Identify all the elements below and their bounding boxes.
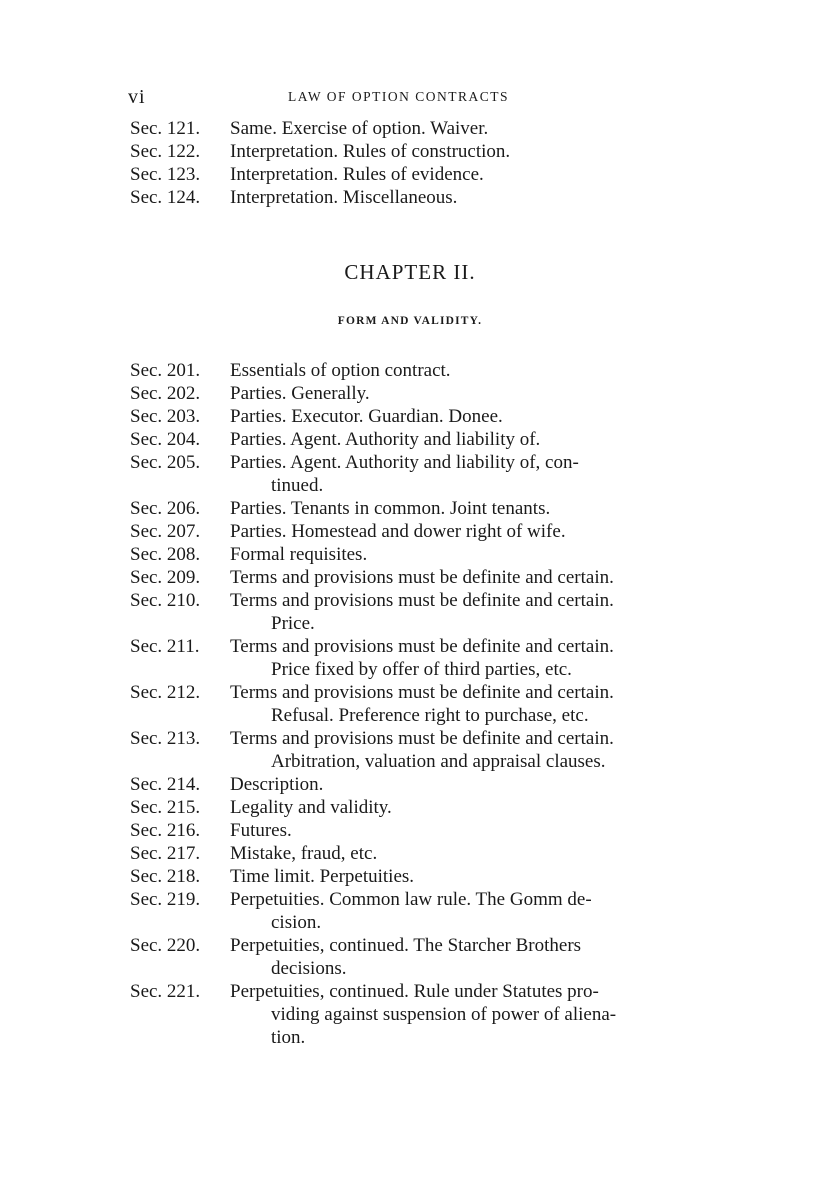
contents-entry bbox=[130, 163, 690, 186]
section-title bbox=[230, 163, 690, 186]
section-title-line: decisions. bbox=[271, 958, 347, 979]
section-title-line: Interpretation. Rules of construction. bbox=[230, 141, 511, 162]
contents-entry bbox=[130, 635, 690, 681]
section-title-line: Parties. Homestead and dower right of wife. bbox=[230, 521, 566, 542]
section-title bbox=[230, 980, 690, 1049]
section-title-line: Terms and provisions must be definite and certain. bbox=[230, 728, 614, 749]
section-number: Sec. 217. bbox=[130, 843, 201, 864]
section-title bbox=[230, 566, 690, 589]
contents-entry bbox=[130, 382, 690, 405]
contents-entry bbox=[130, 934, 690, 980]
section-title-line: Terms and provisions must be definite and certain. bbox=[230, 636, 614, 657]
section-number: Sec. 122. bbox=[130, 141, 201, 162]
section-title-line: Formal requisites. bbox=[230, 544, 368, 565]
section-title bbox=[230, 359, 690, 382]
section-number: Sec. 214. bbox=[130, 774, 201, 795]
section-title-line: cision. bbox=[271, 912, 322, 933]
section-title bbox=[230, 140, 690, 163]
section-title bbox=[230, 451, 690, 497]
section-title-line: tinued. bbox=[271, 475, 324, 496]
contents-entry bbox=[130, 980, 690, 1049]
contents-entry bbox=[130, 186, 690, 209]
section-title-line: Interpretation. Miscellaneous. bbox=[230, 187, 458, 208]
section-number: Sec. 203. bbox=[130, 406, 201, 427]
contents-entry bbox=[130, 566, 690, 589]
section-number: Sec. 202. bbox=[130, 383, 201, 404]
contents-entry bbox=[130, 497, 690, 520]
section-title-line: Terms and provisions must be definite and certain. bbox=[230, 682, 614, 703]
section-title bbox=[230, 681, 690, 727]
section-title-line: Price. bbox=[271, 613, 315, 634]
page-header bbox=[128, 86, 688, 110]
section-title bbox=[230, 635, 690, 681]
contents-entry bbox=[130, 727, 690, 773]
section-title bbox=[230, 382, 690, 405]
contents-entry bbox=[130, 681, 690, 727]
section-number: Sec. 204. bbox=[130, 429, 201, 450]
section-title bbox=[230, 520, 690, 543]
section-title bbox=[230, 842, 690, 865]
section-title bbox=[230, 934, 690, 980]
contents-entry bbox=[130, 359, 690, 382]
section-title-line: Arbitration, valuation and appraisal clauses. bbox=[271, 751, 606, 772]
section-title-line: Essentials of option contract. bbox=[230, 360, 451, 381]
contents-entry bbox=[130, 405, 690, 428]
section-title-line: viding against suspension of power of aliena- bbox=[271, 1004, 617, 1025]
section-title-line: Same. Exercise of option. Waiver. bbox=[230, 118, 489, 139]
contents-entry bbox=[130, 140, 690, 163]
section-title-line: Description. bbox=[230, 774, 324, 795]
section-number: Sec. 124. bbox=[130, 187, 201, 208]
section-number: Sec. 207. bbox=[130, 521, 201, 542]
section-title-line: Perpetuities, continued. Rule under Statutes pro- bbox=[230, 981, 599, 1002]
contents-entry bbox=[130, 842, 690, 865]
section-title-line: Perpetuities. Common law rule. The Gomm de- bbox=[230, 889, 592, 910]
section-number: Sec. 205. bbox=[130, 452, 201, 473]
chapter-subtitle: FORM AND VALIDITY. bbox=[337, 315, 483, 327]
contents-entry bbox=[130, 117, 690, 140]
section-title bbox=[230, 865, 690, 888]
section-title-line: Time limit. Perpetuities. bbox=[230, 866, 415, 887]
section-title bbox=[230, 796, 690, 819]
section-title-line: tion. bbox=[271, 1027, 306, 1048]
section-title-line: Perpetuities, continued. The Starcher Brothers bbox=[230, 935, 582, 956]
contents-list-chapter-1 bbox=[130, 117, 690, 209]
section-number: Sec. 216. bbox=[130, 820, 201, 841]
section-title-line: Mistake, fraud, etc. bbox=[230, 843, 378, 864]
section-title bbox=[230, 186, 690, 209]
section-title-line: Terms and provisions must be definite and certain. bbox=[230, 567, 614, 588]
chapter-heading: CHAPTER II. bbox=[344, 260, 476, 284]
section-title-line: Parties. Agent. Authority and liability of, con- bbox=[230, 452, 579, 473]
section-number: Sec. 210. bbox=[130, 590, 201, 611]
running-title: LAW OF OPTION CONTRACTS bbox=[288, 89, 510, 104]
section-number: Sec. 213. bbox=[130, 728, 201, 749]
contents-entry bbox=[130, 773, 690, 796]
section-number: Sec. 220. bbox=[130, 935, 201, 956]
contents-entry bbox=[130, 589, 690, 635]
section-title bbox=[230, 727, 690, 773]
section-title bbox=[230, 543, 690, 566]
section-title-line: Refusal. Preference right to purchase, etc. bbox=[271, 705, 589, 726]
section-title bbox=[230, 405, 690, 428]
section-title-line: Parties. Tenants in common. Joint tenants. bbox=[230, 498, 551, 519]
contents-entry bbox=[130, 865, 690, 888]
section-title bbox=[230, 428, 690, 451]
section-number: Sec. 123. bbox=[130, 164, 201, 185]
section-title bbox=[230, 497, 690, 520]
section-title-line: Price fixed by offer of third parties, etc. bbox=[271, 659, 572, 680]
section-title bbox=[230, 888, 690, 934]
section-number: Sec. 212. bbox=[130, 682, 201, 703]
contents-entry bbox=[130, 451, 690, 497]
section-number: Sec. 206. bbox=[130, 498, 201, 519]
section-number: Sec. 121. bbox=[130, 118, 201, 139]
section-title-line: Futures. bbox=[230, 820, 292, 841]
contents-entry bbox=[130, 796, 690, 819]
section-number: Sec. 218. bbox=[130, 866, 201, 887]
section-title-line: Parties. Generally. bbox=[230, 383, 370, 404]
section-number: Sec. 211. bbox=[130, 636, 200, 657]
section-number: Sec. 219. bbox=[130, 889, 201, 910]
section-number: Sec. 209. bbox=[130, 567, 201, 588]
section-title bbox=[230, 819, 690, 842]
page-number: vi bbox=[128, 86, 146, 108]
section-number: Sec. 208. bbox=[130, 544, 201, 565]
section-number: Sec. 221. bbox=[130, 981, 201, 1002]
contents-entry bbox=[130, 543, 690, 566]
section-number: Sec. 215. bbox=[130, 797, 201, 818]
contents-entry bbox=[130, 819, 690, 842]
section-title-line: Parties. Executor. Guardian. Donee. bbox=[230, 406, 503, 427]
section-title-line: Parties. Agent. Authority and liability of. bbox=[230, 429, 541, 450]
section-title bbox=[230, 589, 690, 635]
contents-entry bbox=[130, 520, 690, 543]
section-title-line: Legality and validity. bbox=[230, 797, 392, 818]
section-title bbox=[230, 773, 690, 796]
section-number: Sec. 201. bbox=[130, 360, 201, 381]
section-title-line: Interpretation. Rules of evidence. bbox=[230, 164, 484, 185]
contents-list-chapter-2 bbox=[130, 359, 690, 1049]
contents-entry bbox=[130, 888, 690, 934]
contents-entry bbox=[130, 428, 690, 451]
section-title bbox=[230, 117, 690, 140]
section-title-line: Terms and provisions must be definite and certain. bbox=[230, 590, 614, 611]
